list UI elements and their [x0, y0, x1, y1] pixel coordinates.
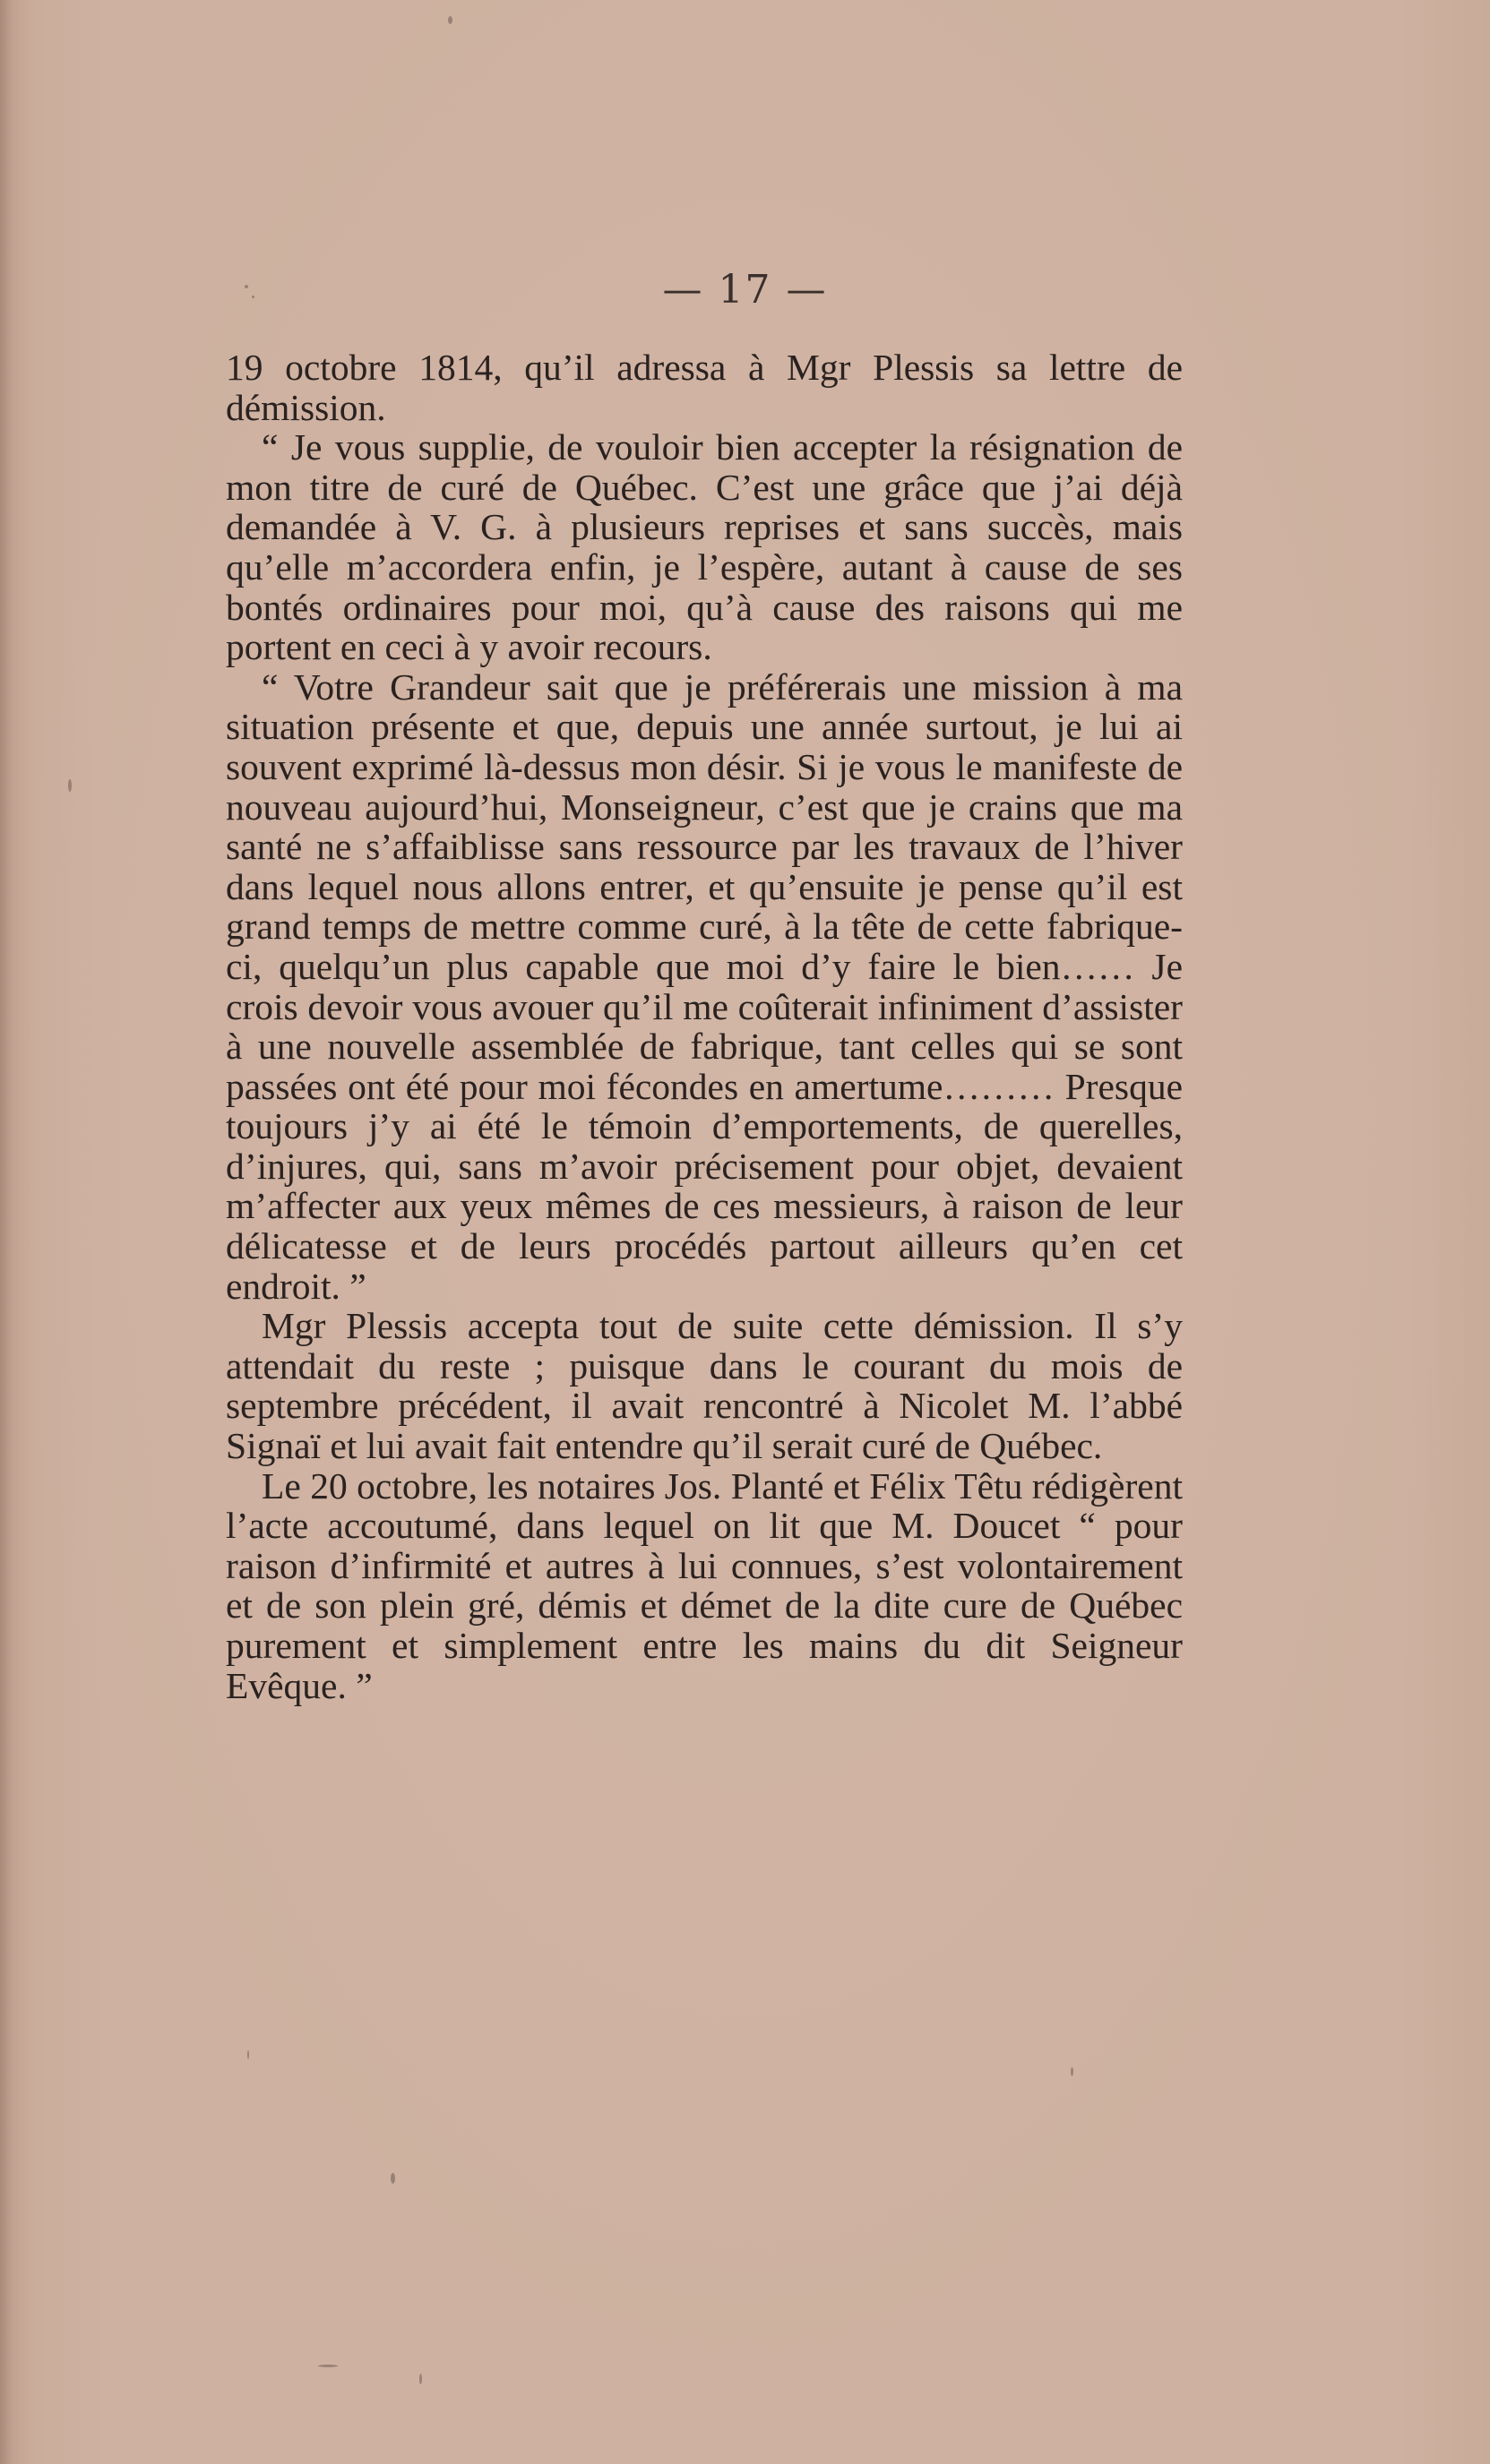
- paper-speck: [419, 2374, 422, 2384]
- paragraph-1: 19 octobre 1814, qu’il adressa à Mgr Plessis sa lettre de démission.: [226, 347, 1183, 428]
- paragraph-5: Le 20 octobre, les notaires Jos. Planté et Félix Têtu rédigèrent l’acte accoutumé, dans lequel on lit que M. Doucet “ pour raison d’infirmité et autres à lui connues, s’est volontairement et de son plein gré, démis et démet de la dite cure de Québec purement et simplement entre les mains du dit Seigneur Evêque. ”: [226, 1464, 1183, 1706]
- page-number: — 17 —: [662, 267, 828, 313]
- paper-speck: [391, 2173, 395, 2184]
- paper-speck: [448, 16, 452, 24]
- paper-speck: [247, 2050, 249, 2059]
- paper-speck: [1071, 2067, 1073, 2076]
- body-text: [226, 348, 1183, 1705]
- page-binding-edge: [0, 0, 20, 2464]
- paragraph-4: Mgr Plessis accepta tout de suite cette démission. Il s’y attendait du reste ; puisque dans le courant du mois de septembre précédent, il avait rencontré à Nicolet M. l’abbé Signaï et lui avait fait entendre qu’il serait curé de Québec.: [226, 1305, 1183, 1467]
- paper-speck: [318, 2365, 338, 2367]
- paragraph-2: “ Je vous supplie, de vouloir bien accepter la résignation de mon titre de curé de Québec. C’est une grâce que j’ai déjà demandée à V. G. à plusieurs reprises et sans succès, mais qu’elle m’accordera enfin, je l’espère, autant à cause de ses bontés ordinaires pour moi, qu’à cause des raisons qui me portent en ceci à y avoir recours.: [226, 426, 1183, 668]
- paper-speck: [68, 779, 72, 792]
- paragraph-3: “ Votre Grandeur sait que je préférerais une mission à ma situation présente et que, depuis une année surtout, je lui ai souvent exprimé là-dessus mon désir. Si je vous le manifeste de nouveau aujourd’hui, Monseigneur, c’est que je crains que ma santé ne s’affaiblisse sans ressource par les travaux de l’hiver dans lequel nous allons entrer, et qu’ensuite je pense qu’il est grand temps de mettre comme curé, à la tête de cette fabrique-ci, quelqu’un plus capable que moi d’y faire le bien…… Je crois devoir vous avouer qu’il me coûterait infiniment d’assister à une nouvelle assemblée de fabrique, tant celles qui se sont passées ont été pour moi fécondes en amertume……… Presque toujours j’y ai été le témoin d’emportements, de querelles, d’injures, qui, sans m’avoir précisement pour objet, devaient m’affecter aux yeux mêmes de ces messieurs, à raison de leur délicatesse et de leurs procédés partout ailleurs qu’en cet endroit. ”: [226, 665, 1183, 1307]
